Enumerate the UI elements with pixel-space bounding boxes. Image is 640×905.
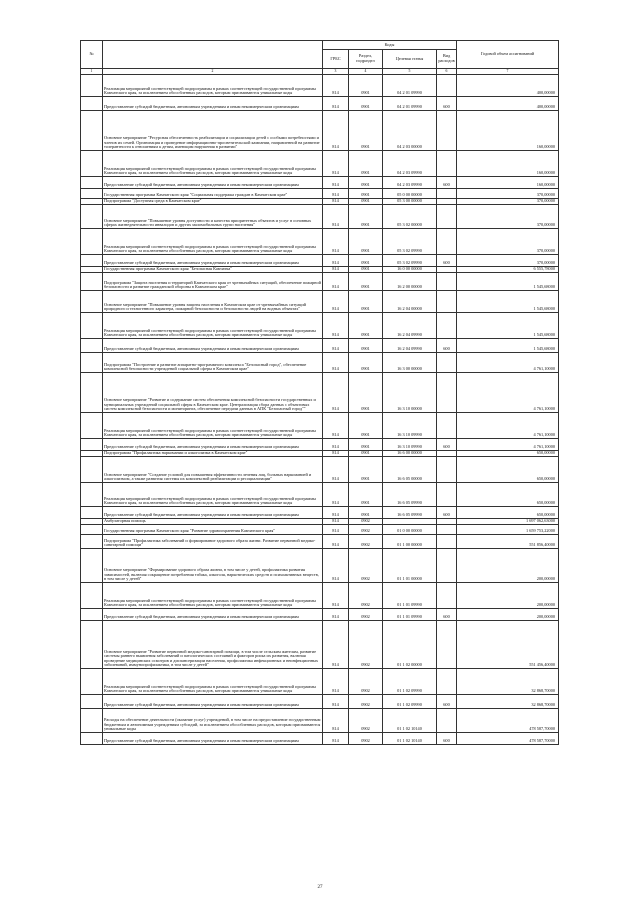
row-amount-cell: 400,00000 bbox=[457, 97, 559, 111]
row-amount-cell: 650,00000 bbox=[457, 507, 559, 519]
row-expense-type-cell bbox=[437, 229, 457, 255]
row-name-cell: Реализация мероприятий соответствующей подпрограммы в рамках соответствующей государственной программы Камчатского края, за исключением обособленных расходов, которым присваиваются уникальные коды bbox=[103, 151, 323, 177]
row-section-cell: 0902 bbox=[349, 525, 383, 535]
row-section-cell: 0901 bbox=[349, 457, 383, 483]
row-amount-cell: 478 587,70000 bbox=[457, 733, 559, 745]
row-name-cell: Реализация мероприятий соответствующей подпрограммы в рамках соответствующей государственной программы Камчатского края, за исключением обособленных расходов, которым присваиваются уникальные коды bbox=[103, 413, 323, 439]
row-target-cell: 04 2 01 09990 bbox=[383, 97, 437, 111]
table-row bbox=[81, 97, 559, 111]
row-section-cell: 0902 bbox=[349, 535, 383, 549]
row-number-cell bbox=[81, 621, 103, 669]
row-amount-cell: 400,00000 bbox=[457, 75, 559, 97]
table-row bbox=[81, 177, 559, 189]
table-row bbox=[81, 339, 559, 353]
row-grbs-cell: 814 bbox=[323, 457, 349, 483]
row-expense-type-cell bbox=[437, 111, 457, 151]
col-number: 7 bbox=[457, 69, 559, 75]
row-number-cell bbox=[81, 339, 103, 353]
row-section-cell: 0901 bbox=[349, 373, 383, 413]
row-amount-cell: 551 856,40000 bbox=[457, 535, 559, 549]
row-target-cell: 16 3 10 00000 bbox=[383, 373, 437, 413]
row-name-cell: Реализация мероприятий соответствующей подпрограммы в рамках соответствующей государственной программы Камчатского края, за исключением обособленных расходов, которым присваиваются уникальные коды bbox=[103, 75, 323, 97]
row-section-cell: 0901 bbox=[349, 151, 383, 177]
row-section-cell: 0902 bbox=[349, 519, 383, 525]
row-section-cell: 0901 bbox=[349, 451, 383, 457]
row-amount-cell: 32 868,70000 bbox=[457, 695, 559, 709]
row-amount-cell: 370,00000 bbox=[457, 205, 559, 229]
col-number: 6 bbox=[437, 69, 457, 75]
row-name-cell: Предоставление субсидий бюджетным, автономным учреждениям и иным некоммерческим организациям bbox=[103, 177, 323, 189]
row-number-cell bbox=[81, 695, 103, 709]
row-amount-cell: 370,00000 bbox=[457, 199, 559, 205]
row-expense-type-cell: 600 bbox=[437, 177, 457, 189]
row-amount-cell: 4 761,10000 bbox=[457, 439, 559, 451]
row-expense-type-cell bbox=[437, 549, 457, 583]
row-amount-cell: 4 761,10000 bbox=[457, 353, 559, 373]
row-amount-cell: 650,00000 bbox=[457, 451, 559, 457]
row-number-cell bbox=[81, 205, 103, 229]
row-target-cell: 16 6 00 00000 bbox=[383, 451, 437, 457]
row-grbs-cell: 814 bbox=[323, 339, 349, 353]
table-body bbox=[81, 75, 559, 745]
row-grbs-cell: 814 bbox=[323, 507, 349, 519]
row-number-cell bbox=[81, 75, 103, 97]
row-grbs-cell: 814 bbox=[323, 525, 349, 535]
row-grbs-cell: 814 bbox=[323, 609, 349, 621]
table-row bbox=[81, 189, 559, 199]
table-row bbox=[81, 507, 559, 519]
row-grbs-cell: 814 bbox=[323, 353, 349, 373]
row-section-cell: 0901 bbox=[349, 177, 383, 189]
table-row bbox=[81, 353, 559, 373]
row-amount-cell: 4 761,10000 bbox=[457, 413, 559, 439]
row-amount-cell: 1 545,68000 bbox=[457, 273, 559, 291]
row-expense-type-cell bbox=[437, 353, 457, 373]
row-section-cell: 0901 bbox=[349, 255, 383, 267]
row-amount-cell: 1 545,68000 bbox=[457, 339, 559, 353]
row-amount-cell: 370,00000 bbox=[457, 189, 559, 199]
row-name-cell: Амбулаторная помощь bbox=[103, 519, 323, 525]
row-target-cell: 16 2 04 00000 bbox=[383, 291, 437, 313]
row-amount-cell: 6 555,78000 bbox=[457, 267, 559, 273]
table-row bbox=[81, 695, 559, 709]
table-row bbox=[81, 609, 559, 621]
row-target-cell: 16 6 05 00000 bbox=[383, 457, 437, 483]
row-target-cell: 01 0 00 00000 bbox=[383, 525, 437, 535]
row-name-cell: Основное мероприятие "Повышение уровня доступности и качества приоритетных объектов и услуг в основных сферах жизнедеятельности инвалидов и других маломобильных групп населения" bbox=[103, 205, 323, 229]
row-amount-cell: 4 761,10000 bbox=[457, 373, 559, 413]
row-target-cell: 01 1 00 00000 bbox=[383, 535, 437, 549]
row-section-cell: 0901 bbox=[349, 313, 383, 339]
row-section-cell: 0902 bbox=[349, 621, 383, 669]
row-grbs-cell: 814 bbox=[323, 229, 349, 255]
table-row bbox=[81, 229, 559, 255]
row-name-cell: Реализация мероприятий соответствующей подпрограммы в рамках соответствующей государственной программы Камчатского края, за исключением обособленных расходов, которым присваиваются уникальные коды bbox=[103, 313, 323, 339]
row-name-cell: Государственная программа Камчатского края "Социальная поддержка граждан в Камчатском крае" bbox=[103, 189, 323, 199]
row-section-cell: 0902 bbox=[349, 709, 383, 733]
row-target-cell: 05 3 02 09990 bbox=[383, 255, 437, 267]
row-target-cell: 16 2 04 09990 bbox=[383, 339, 437, 353]
row-grbs-cell: 814 bbox=[323, 621, 349, 669]
row-expense-type-cell bbox=[437, 291, 457, 313]
row-amount-cell: 1 545,68000 bbox=[457, 313, 559, 339]
table-row bbox=[81, 291, 559, 313]
row-name-cell: Подпрограмма "Профилактика заболеваний и формирование здорового образа жизни. Развитие первичной медико-санитарной помощи" bbox=[103, 535, 323, 549]
row-number-cell bbox=[81, 507, 103, 519]
row-name-cell: Реализация мероприятий соответствующей подпрограммы в рамках соответствующей государственной программы Камчатского края, за исключением обособленных расходов, которым присваиваются уникальные коды bbox=[103, 483, 323, 507]
document-page bbox=[80, 40, 558, 745]
row-grbs-cell: 814 bbox=[323, 483, 349, 507]
row-grbs-cell: 814 bbox=[323, 373, 349, 413]
row-grbs-cell: 814 bbox=[323, 255, 349, 267]
row-section-cell: 0902 bbox=[349, 733, 383, 745]
row-amount-cell: 200,00000 bbox=[457, 583, 559, 609]
row-section-cell: 0902 bbox=[349, 549, 383, 583]
row-target-cell: 01 1 01 00000 bbox=[383, 549, 437, 583]
row-expense-type-cell: 600 bbox=[437, 695, 457, 709]
row-target-cell: 04 2 03 09990 bbox=[383, 177, 437, 189]
row-amount-cell: 200,00000 bbox=[457, 549, 559, 583]
row-expense-type-cell bbox=[437, 483, 457, 507]
row-name-cell: Основное мероприятие "Создание условий для повышения эффективности лечения лиц, больных наркоманией и алкоголизмом, а также развития системы их комплексной реабилитации и ресоциализации" bbox=[103, 457, 323, 483]
table-row bbox=[81, 373, 559, 413]
row-number-cell bbox=[81, 353, 103, 373]
row-section-cell: 0902 bbox=[349, 583, 383, 609]
row-amount-cell: 1 659 753,22000 bbox=[457, 525, 559, 535]
row-grbs-cell: 814 bbox=[323, 519, 349, 525]
row-expense-type-cell bbox=[437, 205, 457, 229]
row-target-cell: 16 2 04 09990 bbox=[383, 313, 437, 339]
row-name-cell: Государственная программа Камчатского края "Развитие здравоохранения Камчатского края" bbox=[103, 525, 323, 535]
row-expense-type-cell bbox=[437, 583, 457, 609]
header-number: № bbox=[81, 41, 103, 69]
row-amount-cell: 1 545,68000 bbox=[457, 291, 559, 313]
row-expense-type-cell: 600 bbox=[437, 609, 457, 621]
row-target-cell: 04 2 03 09990 bbox=[383, 151, 437, 177]
row-name-cell: Предоставление субсидий бюджетным, автономным учреждениям и иным некоммерческим организациям bbox=[103, 507, 323, 519]
row-section-cell: 0901 bbox=[349, 189, 383, 199]
row-grbs-cell: 814 bbox=[323, 111, 349, 151]
row-section-cell: 0901 bbox=[349, 413, 383, 439]
row-name-cell: Предоставление субсидий бюджетным, автономным учреждениям и иным некоммерческим организациям bbox=[103, 339, 323, 353]
row-target-cell: 05 0 00 00000 bbox=[383, 189, 437, 199]
row-target-cell: 01 1 01 09990 bbox=[383, 583, 437, 609]
row-amount-cell: 160,00000 bbox=[457, 151, 559, 177]
row-number-cell bbox=[81, 273, 103, 291]
table-row bbox=[81, 413, 559, 439]
row-section-cell: 0902 bbox=[349, 669, 383, 695]
row-number-cell bbox=[81, 413, 103, 439]
row-grbs-cell: 814 bbox=[323, 97, 349, 111]
row-name-cell: Основное мероприятие "Формирование здорового образа жизни, в том числе у детей, профилактика развития зависимостей, включая сокращение потребления табака, алкоголя, наркотических средств и психоактивных веществ, в том числе у детей" bbox=[103, 549, 323, 583]
row-number-cell bbox=[81, 151, 103, 177]
row-section-cell: 0901 bbox=[349, 339, 383, 353]
row-expense-type-cell bbox=[437, 413, 457, 439]
row-target-cell: 16 0 00 00000 bbox=[383, 267, 437, 273]
row-section-cell: 0901 bbox=[349, 439, 383, 451]
row-section-cell: 0901 bbox=[349, 205, 383, 229]
row-expense-type-cell bbox=[437, 75, 457, 97]
row-name-cell: Государственная программа Камчатского края "Безопасная Камчатка" bbox=[103, 267, 323, 273]
row-number-cell bbox=[81, 373, 103, 413]
header-target: Целевая статья bbox=[383, 50, 437, 69]
row-target-cell: 16 6 05 09990 bbox=[383, 483, 437, 507]
row-grbs-cell: 814 bbox=[323, 583, 349, 609]
row-target-cell: 16 2 00 00000 bbox=[383, 273, 437, 291]
row-number-cell bbox=[81, 229, 103, 255]
row-name-cell: Реализация мероприятий соответствующей подпрограммы в рамках соответствующей государственной программы Камчатского края, за исключением обособленных расходов, которым присваиваются уникальные коды bbox=[103, 583, 323, 609]
row-number-cell bbox=[81, 709, 103, 733]
row-number-cell bbox=[81, 609, 103, 621]
row-grbs-cell: 814 bbox=[323, 267, 349, 273]
row-grbs-cell: 814 bbox=[323, 413, 349, 439]
row-number-cell bbox=[81, 177, 103, 189]
header-amount: Годовой объем ассигнований bbox=[457, 41, 559, 69]
row-section-cell: 0901 bbox=[349, 267, 383, 273]
row-target-cell: 01 1 02 10140 bbox=[383, 709, 437, 733]
row-target-cell: 04 2 03 00000 bbox=[383, 111, 437, 151]
table-row bbox=[81, 525, 559, 535]
table-row bbox=[81, 483, 559, 507]
table-row bbox=[81, 535, 559, 549]
table-row bbox=[81, 273, 559, 291]
row-expense-type-cell bbox=[437, 373, 457, 413]
row-name-cell: Основное мероприятие "Ресурсная обеспеченность реабилитации и социализации детей с особыми потребностями и членов их семей. Организация и проведение информационно-просветительской кампании, направленной на развитие толерантности к отношениям к детям, имеющим нарушения в развитии" bbox=[103, 111, 323, 151]
row-section-cell: 0901 bbox=[349, 229, 383, 255]
row-expense-type-cell: 600 bbox=[437, 439, 457, 451]
col-number: 5 bbox=[383, 69, 437, 75]
row-target-cell: 01 1 02 09990 bbox=[383, 669, 437, 695]
row-name-cell: Основное мероприятие "Развитие первичной медико-санитарной помощи, в том числе сельским жителям, развитие системы раннего выявления заболеваний и патологических состояний и факторов риска их развития, включая проведение медицинских осмотров и диспансеризации населения, профилактика инфекционных и неинфекционных заболеваний, иммунопрофилактика, в том числе у детей" bbox=[103, 621, 323, 669]
row-expense-type-cell bbox=[437, 621, 457, 669]
row-number-cell bbox=[81, 255, 103, 267]
row-name-cell: Подпрограмма "Доступная среда в Камчатском крае" bbox=[103, 199, 323, 205]
table-row bbox=[81, 205, 559, 229]
row-name-cell: Основное мероприятие "Развитие и содержание систем обеспечения комплексной безопасности государственных и муниципальных учреждений социальной сферы в Камчатском крае. Централизация сбора данных с объектовых систем комплексной безопасности и мониторинга, обеспечение передачи данных в АПК "Безопасный город"" bbox=[103, 373, 323, 413]
table-row bbox=[81, 457, 559, 483]
row-number-cell bbox=[81, 669, 103, 695]
table-row bbox=[81, 733, 559, 745]
header-name bbox=[103, 41, 323, 69]
budget-table bbox=[80, 40, 559, 745]
row-name-cell: Предоставление субсидий бюджетным, автономным учреждениям и иным некоммерческим организациям bbox=[103, 255, 323, 267]
row-amount-cell: 200,00000 bbox=[457, 609, 559, 621]
row-amount-cell: 370,00000 bbox=[457, 229, 559, 255]
row-target-cell: 16 3 10 09990 bbox=[383, 413, 437, 439]
row-target-cell: 16 6 05 09990 bbox=[383, 507, 437, 519]
row-amount-cell: 551 456,40000 bbox=[457, 621, 559, 669]
row-expense-type-cell bbox=[437, 189, 457, 199]
row-amount-cell: 32 868,70000 bbox=[457, 669, 559, 695]
table-row bbox=[81, 313, 559, 339]
row-expense-type-cell: 600 bbox=[437, 507, 457, 519]
row-number-cell bbox=[81, 525, 103, 535]
header-codes: Коды bbox=[323, 41, 457, 50]
row-number-cell bbox=[81, 189, 103, 199]
col-number: 1 bbox=[81, 69, 103, 75]
row-grbs-cell: 814 bbox=[323, 273, 349, 291]
row-expense-type-cell bbox=[437, 669, 457, 695]
row-expense-type-cell bbox=[437, 273, 457, 291]
header-section: Раздел, подраздел bbox=[349, 50, 383, 69]
header-grbs: ГРБС bbox=[323, 50, 349, 69]
row-section-cell: 0902 bbox=[349, 695, 383, 709]
row-target-cell: 01 1 02 00000 bbox=[383, 621, 437, 669]
row-number-cell bbox=[81, 457, 103, 483]
row-expense-type-cell bbox=[437, 525, 457, 535]
row-grbs-cell: 814 bbox=[323, 151, 349, 177]
table-row bbox=[81, 709, 559, 733]
row-target-cell: 04 2 01 09990 bbox=[383, 75, 437, 97]
row-amount-cell: 160,00000 bbox=[457, 177, 559, 189]
row-grbs-cell: 814 bbox=[323, 313, 349, 339]
row-grbs-cell: 814 bbox=[323, 199, 349, 205]
table-row bbox=[81, 669, 559, 695]
row-name-cell: Реализация мероприятий соответствующей подпрограммы в рамках соответствующей государственной программы Камчатского края, за исключением обособленных расходов, которым присваиваются уникальные коды bbox=[103, 229, 323, 255]
row-amount-cell: 478 587,70000 bbox=[457, 709, 559, 733]
row-expense-type-cell bbox=[437, 535, 457, 549]
col-number: 2 bbox=[103, 69, 323, 75]
row-number-cell bbox=[81, 535, 103, 549]
row-grbs-cell: 814 bbox=[323, 709, 349, 733]
row-target-cell: 16 3 00 00000 bbox=[383, 353, 437, 373]
row-expense-type-cell: 600 bbox=[437, 733, 457, 745]
row-amount-cell: 370,00000 bbox=[457, 255, 559, 267]
page-number: 27 bbox=[317, 885, 323, 890]
row-grbs-cell: 814 bbox=[323, 669, 349, 695]
row-grbs-cell: 814 bbox=[323, 549, 349, 583]
row-name-cell: Предоставление субсидий бюджетным, автономным учреждениям и иным некоммерческим организациям bbox=[103, 439, 323, 451]
row-section-cell: 0901 bbox=[349, 111, 383, 151]
row-target-cell: 05 3 02 09990 bbox=[383, 229, 437, 255]
row-section-cell: 0901 bbox=[349, 507, 383, 519]
row-section-cell: 0901 bbox=[349, 273, 383, 291]
row-section-cell: 0901 bbox=[349, 353, 383, 373]
row-name-cell: Предоставление субсидий бюджетным, автономным учреждениям и иным некоммерческим организациям bbox=[103, 609, 323, 621]
row-grbs-cell: 814 bbox=[323, 177, 349, 189]
row-name-cell: Предоставление субсидий бюджетным, автономным учреждениям и иным некоммерческим организациям bbox=[103, 695, 323, 709]
col-number: 3 bbox=[323, 69, 349, 75]
row-amount-cell: 650,00000 bbox=[457, 457, 559, 483]
row-name-cell: Реализация мероприятий соответствующей подпрограммы в рамках соответствующей государственной программы Камчатского края, за исключением обособленных расходов, которым присваиваются уникальные коды bbox=[103, 669, 323, 695]
row-number-cell bbox=[81, 313, 103, 339]
row-number-cell bbox=[81, 97, 103, 111]
row-name-cell: Подпрограмма "Профилактика наркомании и алкоголизма в Камчатском крае" bbox=[103, 451, 323, 457]
row-section-cell: 0901 bbox=[349, 291, 383, 313]
row-target-cell: 01 1 02 10140 bbox=[383, 733, 437, 745]
row-number-cell bbox=[81, 439, 103, 451]
row-name-cell: Предоставление субсидий бюджетным, автономным учреждениям и иным некоммерческим организациям bbox=[103, 97, 323, 111]
table-row bbox=[81, 151, 559, 177]
row-grbs-cell: 814 bbox=[323, 451, 349, 457]
row-grbs-cell: 814 bbox=[323, 535, 349, 549]
row-name-cell: Расходы на обеспечение деятельности (оказание услуг) учреждений, в том числе на предоставление государственным бюджетным и автономным учреждениям субсидий, за исключением обособленных расходов, которым присваиваются уникальные коды bbox=[103, 709, 323, 733]
table-row bbox=[81, 75, 559, 97]
table-row bbox=[81, 549, 559, 583]
row-number-cell bbox=[81, 291, 103, 313]
row-grbs-cell: 814 bbox=[323, 695, 349, 709]
row-section-cell: 0901 bbox=[349, 199, 383, 205]
row-number-cell bbox=[81, 583, 103, 609]
row-target-cell: 01 1 02 09990 bbox=[383, 695, 437, 709]
row-section-cell: 0901 bbox=[349, 97, 383, 111]
row-section-cell: 0901 bbox=[349, 75, 383, 97]
row-grbs-cell: 814 bbox=[323, 205, 349, 229]
row-expense-type-cell bbox=[437, 151, 457, 177]
header-expense-type: Вид расходов bbox=[437, 50, 457, 69]
row-target-cell: 16 3 10 09990 bbox=[383, 439, 437, 451]
row-expense-type-cell: 600 bbox=[437, 339, 457, 353]
row-name-cell: Подпрограмма "Защита населения и территорий Камчатского края от чрезвычайных ситуаций, обеспечение пожарной безопасности и развитие гражданской обороны в Камчатском крае" bbox=[103, 273, 323, 291]
row-grbs-cell: 814 bbox=[323, 189, 349, 199]
row-number-cell bbox=[81, 549, 103, 583]
row-number-cell bbox=[81, 483, 103, 507]
row-expense-type-cell: 600 bbox=[437, 255, 457, 267]
row-section-cell: 0902 bbox=[349, 609, 383, 621]
row-grbs-cell: 814 bbox=[323, 291, 349, 313]
row-target-cell: 05 3 02 00000 bbox=[383, 205, 437, 229]
row-amount-cell: 160,00000 bbox=[457, 111, 559, 151]
row-name-cell: Основное мероприятие "Повышение уровня защиты населения в Камчатском крае от чрезвычайных ситуаций природного и техногенного характера, пожарной безопасности и безопасности людей на водных объектах" bbox=[103, 291, 323, 313]
row-target-cell: 01 1 01 09990 bbox=[383, 609, 437, 621]
col-number: 4 bbox=[349, 69, 383, 75]
row-grbs-cell: 814 bbox=[323, 439, 349, 451]
row-number-cell bbox=[81, 733, 103, 745]
row-name-cell: Предоставление субсидий бюджетным, автономным учреждениям и иным некоммерческим организациям bbox=[103, 733, 323, 745]
row-expense-type-cell bbox=[437, 457, 457, 483]
table-row bbox=[81, 621, 559, 669]
row-grbs-cell: 814 bbox=[323, 75, 349, 97]
row-target-cell: 05 3 00 00000 bbox=[383, 199, 437, 205]
table-row bbox=[81, 255, 559, 267]
row-expense-type-cell bbox=[437, 313, 457, 339]
row-name-cell: Подпрограмма "Построение и развитие аппаратно-программного комплекса "Безопасный город", обеспечение комплексной безопасности учреждений социальной сферы в Камчатском крае" bbox=[103, 353, 323, 373]
row-section-cell: 0901 bbox=[349, 483, 383, 507]
row-grbs-cell: 814 bbox=[323, 733, 349, 745]
row-number-cell bbox=[81, 111, 103, 151]
row-expense-type-cell: 600 bbox=[437, 97, 457, 111]
table-row bbox=[81, 111, 559, 151]
table-row bbox=[81, 439, 559, 451]
row-amount-cell: 650,00000 bbox=[457, 483, 559, 507]
row-expense-type-cell bbox=[437, 709, 457, 733]
row-amount-cell: 1 697 062,63000 bbox=[457, 519, 559, 525]
table-row bbox=[81, 583, 559, 609]
